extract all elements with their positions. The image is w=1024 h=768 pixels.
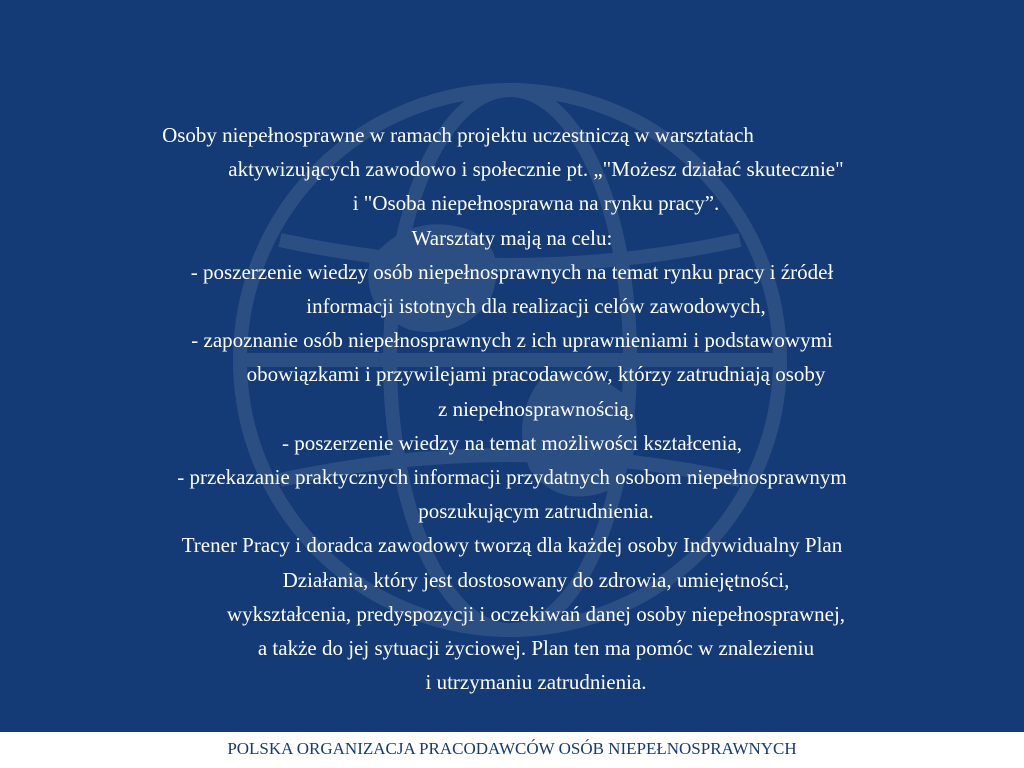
text-line: poszukującym zatrudnienia. [418, 499, 654, 524]
text-line: obowiązkami i przywilejami pracodawców, którzy zatrudniają osoby [246, 362, 826, 387]
paragraph-goals-heading [0, 221, 1024, 255]
goal-item [0, 460, 1024, 528]
goal-item [0, 426, 1024, 460]
footer-organization: POLSKA ORGANIZACJA PRACODAWCÓW OSÓB NIEPEŁNOSPRAWNYCH [227, 739, 797, 758]
text-line: Osoby niepełnosprawne w ramach projektu uczestniczą w warsztatach [162, 123, 754, 147]
text-line: wykształcenia, predyspozycji i oczekiwań danej osoby niepełnosprawnej, [226, 601, 846, 626]
text-line: Trener Pracy i doradca zawodowy tworzą dla każdej osoby Indywidualny Plan [181, 533, 843, 558]
goal-item [0, 323, 1024, 426]
paragraph-intro [0, 118, 1024, 221]
text-line: Działania, który jest dostosowany do zdrowia, umiejętności, [282, 567, 790, 592]
text-line: i utrzymaniu zatrudnienia. [425, 670, 647, 695]
text-line: z niepełnosprawnością, [438, 396, 634, 421]
text-line: - poszerzenie wiedzy na temat możliwości kształcenia, [281, 430, 743, 455]
text-line: - zapoznanie osób niepełnosprawnych z ich uprawnieniami i podstawowymi [191, 328, 833, 353]
paragraph-plan [0, 528, 1024, 699]
text-line: informacji istotnych dla realizacji celów zawodowych, [306, 294, 766, 319]
text-line: - przekazanie praktycznych informacji przydatnych osobom niepełnosprawnym [177, 465, 847, 490]
text-line: aktywizujących zawodowo i społecznie pt. „"Możesz działać skutecznie" [228, 157, 844, 182]
goal-item [0, 255, 1024, 323]
text-line: - poszerzenie wiedzy osób niepełnosprawnych na temat rynku pracy i źródeł [190, 259, 834, 284]
text-line: a także do jej sytuacji życiowej. Plan ten ma pomóc w znalezieniu [257, 636, 815, 661]
footer-divider [0, 731, 1024, 732]
text-line: i "Osoba niepełnosprawna na rynku pracy”. [352, 191, 720, 216]
text-line: Warsztaty mają na celu: [411, 225, 613, 250]
body-text [0, 118, 1024, 699]
